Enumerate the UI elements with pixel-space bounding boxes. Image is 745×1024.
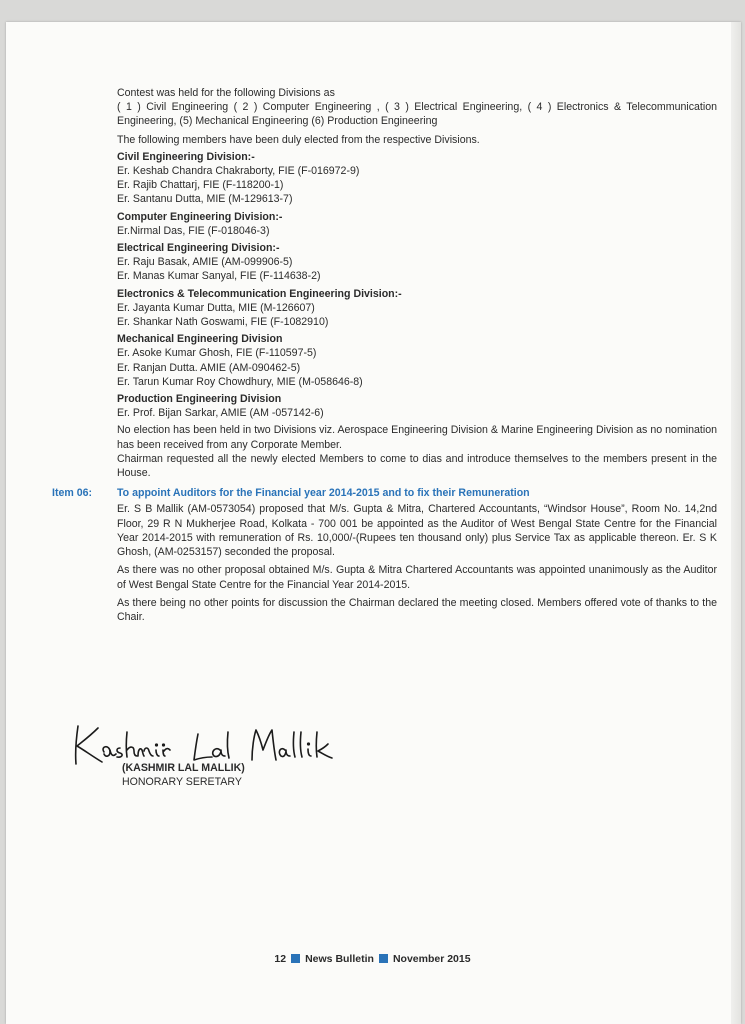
division-heading: Electrical Engineering Division:- xyxy=(117,242,280,255)
item-06-appointment: As there was no other proposal obtained M/s. Gupta & Mitra Chartered Accountants was appointed unanimously as the Auditor of West Bengal State Centre for the Financial Year 2014-2015. xyxy=(117,564,717,591)
member-line: Er. Keshab Chandra Chakraborty, FIE (F-016972-9) xyxy=(117,165,360,178)
item-06-proposal: Er. S B Mallik (AM-0573054) proposed that M/s. Gupta & Mitra, Chartered Accountants, “Windsor House”, Room No. 14,2nd Floor, 29 R N Mukherjee Road, Kolkata - 700 001 be appointed as the Auditor of West Bengal State Centre for the Financial Year 2014-2015 with remuneration of Rs. 10,000/-(Rupees ten thousand only) plus Service Tax as applicable thereon. Er. S K Ghosh, (AM-0253157) seconded the proposal. xyxy=(117,503,717,559)
member-line: Er. Shankar Nath Goswami, FIE (F-1082910) xyxy=(117,316,329,329)
division-mechanical xyxy=(117,332,717,389)
division-heading: Production Engineering Division xyxy=(117,393,282,406)
member-line: Er. Raju Basak, AMIE (AM-099906-5) xyxy=(117,256,293,269)
member-line: Er. Ranjan Dutta. AMIE (AM-090462-5) xyxy=(117,361,301,374)
member-line: Er.Nirmal Das, FIE (F-018046-3) xyxy=(117,224,270,237)
member-line: Er. Asoke Kumar Ghosh, FIE (F-110597-5) xyxy=(117,347,317,360)
blue-square-icon xyxy=(379,954,388,963)
item-06-label: Item 06: xyxy=(52,487,93,500)
page-edge xyxy=(731,22,741,1024)
signatory-name: (KASHMIR LAL MALLIK) xyxy=(122,762,245,774)
intro-line-1: Contest was held for the following Divisions as xyxy=(117,87,335,99)
member-line: Er. Manas Kumar Sanyal, FIE (F-114638-2) xyxy=(117,270,321,283)
division-electronics xyxy=(117,287,717,330)
publication-date: November 2015 xyxy=(392,953,471,965)
minutes-content xyxy=(52,86,717,624)
member-line: Er. Tarun Kumar Roy Chowdhury, MIE (M-058646-8) xyxy=(117,375,363,388)
item-06 xyxy=(52,486,717,624)
member-line: Er. Prof. Bijan Sarkar, AMIE (AM -057142-6) xyxy=(117,407,324,420)
member-line: Er. Santanu Dutta, MIE (M-129613-7) xyxy=(117,193,293,206)
item-06-title: To appoint Auditors for the Financial year 2014-2015 and to fix their Remuneration xyxy=(117,487,530,500)
division-heading: Computer Engineering Division:- xyxy=(117,210,283,223)
division-heading: Civil Engineering Division:- xyxy=(117,150,255,163)
signatory-designation: HONORARY SERETARY xyxy=(122,775,242,788)
elected-intro: The following members have been duly elected from the respective Divisions. xyxy=(117,133,480,146)
division-civil xyxy=(117,150,717,207)
signatory-block xyxy=(122,762,245,789)
division-production xyxy=(117,392,717,420)
division-computer xyxy=(117,210,717,238)
publication-name: News Bulletin xyxy=(305,953,374,965)
division-heading: Electronics & Telecommunication Engineering Division:- xyxy=(117,287,402,300)
page-number: 12 xyxy=(274,953,287,965)
page-footer xyxy=(0,953,745,965)
member-line: Er. Rajib Chattarj, FIE (F-118200-1) xyxy=(117,179,284,192)
division-heading: Mechanical Engineering Division xyxy=(117,333,283,346)
blue-square-icon xyxy=(291,954,300,963)
no-election-note: No election has been held in two Divisions viz. Aerospace Engineering Division & Marine Engineering Division as no nomination has been received from any Corporate Member. xyxy=(117,424,717,451)
chairman-request: Chairman requested all the newly elected Members to come to dias and introduce themselves to the members present in the House. xyxy=(117,452,717,480)
division-electrical xyxy=(117,241,717,284)
handwritten-signature xyxy=(70,720,350,768)
item-06-closing: As there being no other points for discussion the Chairman declared the meeting closed. Members offered vote of thanks to the Chair. xyxy=(117,596,717,623)
intro-line-2: ( 1 ) Civil Engineering ( 2 ) Computer Engineering , ( 3 ) Electrical Engineering, ( 4 ) Electronics & Telecommunication Engineering, (5) Mechanical Engineering (6) Production Engineering xyxy=(117,101,717,128)
member-line: Er. Jayanta Kumar Dutta, MIE (M-126607) xyxy=(117,301,315,314)
